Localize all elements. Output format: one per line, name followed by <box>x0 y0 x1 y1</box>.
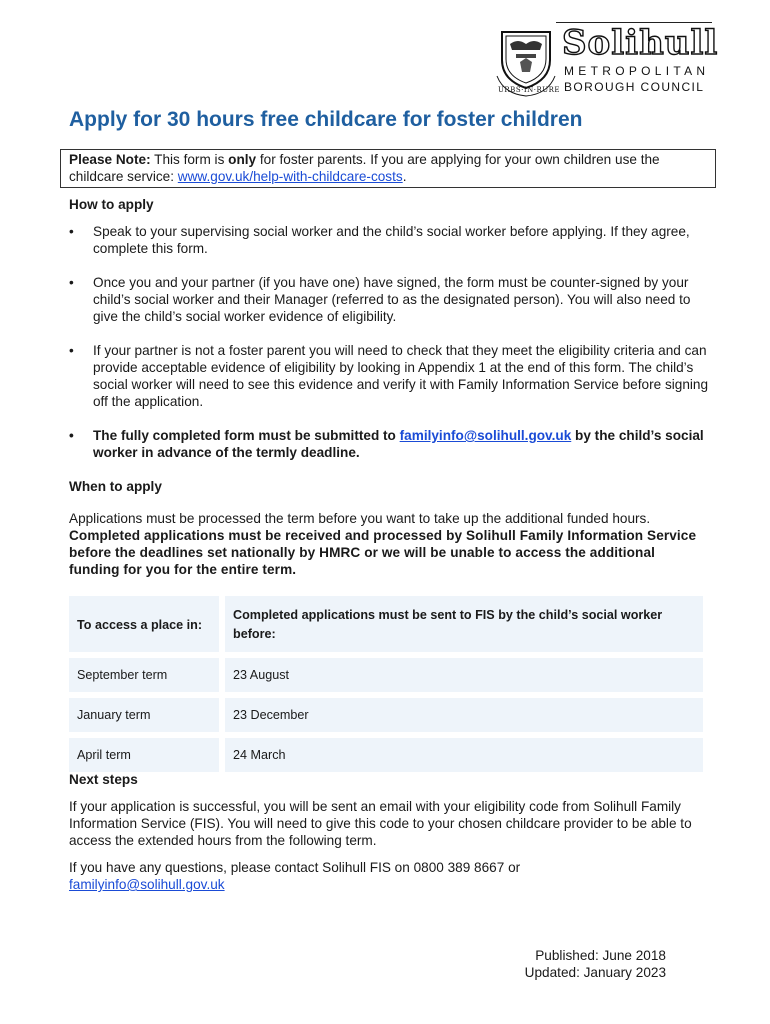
contact-line: If you have any questions, please contact Solihull FIS on 0800 389 8667 or <box>69 860 521 875</box>
logo-wordmark: Solihull <box>562 23 719 63</box>
when-to-apply-heading: When to apply <box>69 479 162 494</box>
when-text: Applications must be processed the term before you want to take up the additional funded hours. <box>69 511 651 526</box>
council-logo <box>494 20 719 98</box>
next-steps-heading: Next steps <box>69 772 138 787</box>
list-item: • Once you and your partner (if you have one) have signed, the form must be counter-signed by your child’s social worker and their Manager (referred to as the designated person). You will also need to give the child’s social worker evidence of eligibility. <box>69 274 709 325</box>
term-cell: January term <box>69 698 219 732</box>
logo-motto: URBS·IN·RURE <box>498 86 560 94</box>
contact-email-link[interactable]: familyinfo@solihull.gov.uk <box>69 877 225 892</box>
note-end: . <box>402 169 407 184</box>
note-label: Please Note: <box>69 152 151 167</box>
next-steps-text: If your application is successful, you will be sent an email with your eligibility code from Solihull Family Information Service (FIS). You will need to give this code to your chosen childcare provider to be able to access the extended hours from the following term. <box>69 799 692 848</box>
deadline-cell: 23 December <box>225 698 703 732</box>
table-row <box>69 658 703 692</box>
list-item <box>69 427 709 461</box>
how-to-apply-heading: How to apply <box>69 197 154 212</box>
submit-text-post: by the child’s social worker in advance of the termly deadline. <box>93 428 704 460</box>
table-header-row <box>69 596 703 652</box>
logo-line-metropolitan: METROPOLITAN <box>564 64 710 78</box>
column-header-term: To access a place in: <box>69 596 219 652</box>
deadlines-table <box>63 590 709 778</box>
submit-text-pre: The fully completed form must be submitted to <box>93 428 400 443</box>
list-item: • If your partner is not a foster parent you will need to check that they meet the eligibility criteria and can provide acceptable evidence of eligibility by looking in Appendix 1 at the end of this form. The child’s social worker will need to see this evidence and verify it with Family Information Service before signing off the application. <box>69 342 709 410</box>
contact-text <box>69 859 709 893</box>
familyinfo-email-link[interactable]: familyinfo@solihull.gov.uk <box>399 428 572 443</box>
note-emphasis: only <box>228 152 257 167</box>
publication-info <box>440 947 666 981</box>
note-text-1: This form is <box>150 152 229 167</box>
when-to-apply-text <box>69 510 709 578</box>
term-cell: April term <box>69 738 219 772</box>
term-cell: September term <box>69 658 219 692</box>
page-title: Apply for 30 hours free childcare for foster children <box>69 108 583 131</box>
table-row <box>69 698 703 732</box>
updated-date: Updated: January 2023 <box>524 965 666 980</box>
note-text-2: for foster parents. If you are applying for your own children use the childcare service: <box>69 152 660 184</box>
how-to-apply-list <box>69 223 709 478</box>
childcare-costs-link[interactable]: www.gov.uk/help-with-childcare-costs <box>177 169 403 184</box>
deadline-cell: 23 August <box>225 658 703 692</box>
logo-line-council: BOROUGH COUNCIL <box>564 80 705 94</box>
published-date: Published: June 2018 <box>535 948 666 963</box>
note-box <box>60 149 716 188</box>
deadline-cell: 24 March <box>225 738 703 772</box>
list-item: • Speak to your supervising social worker and the child’s social worker before applying. If they agree, complete this form. <box>69 223 709 257</box>
column-header-deadline: Completed applications must be sent to FIS by the child’s social worker before: <box>225 596 703 652</box>
table-row <box>69 738 703 772</box>
when-bold-text: Completed applications must be received and processed by Solihull Family Information Service before the deadlines set nationally by HMRC or we will be unable to access the additional funding for you for the entire term. <box>69 528 697 577</box>
